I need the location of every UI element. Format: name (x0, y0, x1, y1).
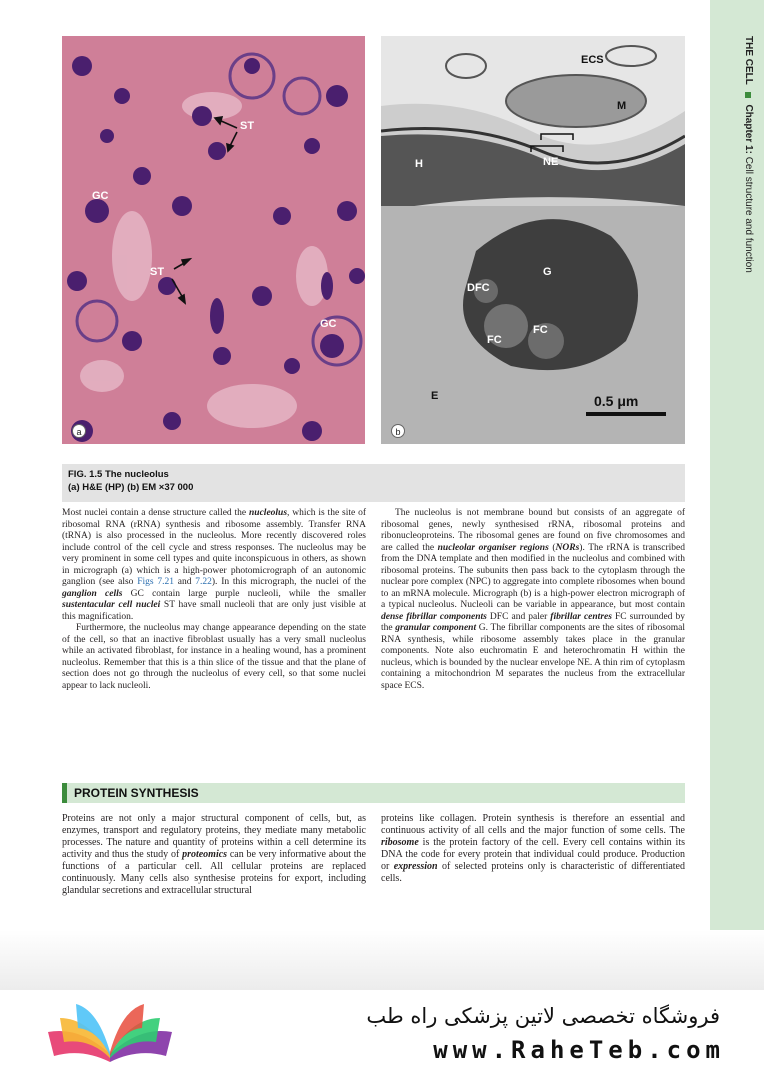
term-granular-component: granular component (395, 623, 477, 633)
term-ganglion-cells: ganglion cells (62, 588, 123, 599)
term-nucleolar-organiser-regions: nucleolar organiser regions (437, 542, 549, 553)
light-micrograph-image (62, 36, 365, 444)
label-gc-left: GC (92, 190, 109, 202)
text-run: ). In this micrograph, the nuclei of the (211, 577, 367, 587)
panel-letter-a: a (72, 424, 86, 438)
text-run: and (173, 577, 196, 587)
text-run: ( (548, 542, 556, 553)
text-run: G. The fibrillar components are the sites of ribosomal RNA synthesis, while ribosome assembly takes place in the granular components. Note also euchromatin E and heterochromatin H within the nucleus, which is bounded by the nuclear envelope NE. A thin rim of cytoplasm containing a mitochondrion M separates the nucleus from the extracellular space ECS. (381, 623, 685, 691)
paragraph (381, 813, 685, 885)
label-dfc: DFC (467, 282, 490, 294)
text-run: Most nuclei contain a dense structure called the (62, 508, 250, 518)
term-fibrillar-centres: fibrillar centres (550, 611, 612, 622)
section-accent (62, 783, 67, 803)
term-proteomics: proteomics (182, 849, 228, 860)
text-run: is the protein factory of the cell. Every cell contains within its DNA the code for every protein that individual could produce. Production or (381, 837, 685, 872)
label-gc-right: GC (320, 318, 337, 330)
text-run: The nucleolus is not membrane bound but consists of an aggregate of ribosomal genes, newly synthesised rRNA, ribosomal proteins and ribonucleoproteins. The ribosomal genes are found on five chromosomes and are called the (381, 508, 685, 553)
label-h: H (415, 158, 423, 170)
square-bullet-icon (745, 92, 751, 98)
figure-link-7-22[interactable]: 7.22 (195, 577, 212, 587)
panel-letter-b: b (391, 424, 405, 438)
text-run: GC contain large purple nucleoli, while the smaller (122, 588, 366, 599)
figure-link-7-21[interactable]: Figs 7.21 (137, 577, 174, 587)
store-footer-banner (0, 990, 764, 1080)
label-g: G (543, 266, 552, 278)
paragraph: Furthermore, the nucleolus may change appearance depending on the state of the cell, so that an inactive fibroblast usually has a very small nucleolus while an activated fibroblast, for instance in a healing wound, has a prominent nucleolus. Remember that this is a thin slice of the tissue and that the plane of section does not go through the nucleolus of every cell, so that some nuclei appear to lack nucleoli. (62, 623, 366, 691)
term-dense-fibrillar-components: dense fibrillar components (381, 611, 487, 622)
body-column-3 (62, 813, 366, 897)
label-ecs: ECS (581, 54, 604, 66)
paragraph (381, 508, 685, 692)
text-run: proteins like collagen. Protein synthesis is therefore an essential and continuous activity of all cells and the major function of some cells. The (381, 813, 685, 836)
text-run: FC surrounded by the (381, 611, 685, 633)
text-run: can be very informative about the functions of a particular cell. All cellular proteins are replaced continuously. Many cells also synthesise proteins for export, including glandular secretions and extracellular structural (62, 849, 366, 896)
paragraph (62, 813, 366, 897)
label-e: E (431, 390, 439, 402)
text-run: Proteins are not only a major structural component of cells, but, as enzymes, transport and regulatory proteins, they mediate many metabolic processes. The nature and quantity of proteins within a cell determine its activity and thus the study of (62, 813, 366, 860)
store-url[interactable]: www.RaheTeb.com (433, 1036, 725, 1064)
paragraph (62, 508, 366, 623)
term-nors: NORs (555, 542, 580, 553)
label-fc-right: FC (533, 324, 548, 336)
label-m: M (617, 100, 627, 112)
part-title: THE CELL (743, 36, 754, 85)
body-column-2 (381, 508, 685, 692)
text-run: of selected proteins only is characteristic of differentiated cells. (381, 861, 685, 884)
open-book-logo-icon (40, 996, 180, 1066)
micrograph-b (381, 36, 685, 444)
text-run: , which is the site of ribosomal RNA (rRNA) synthesis and ribosome assembly. Transfer RNA (tRNA) is also processed in the nucleolus. More recently discovered roles include control of the cell cycle and stress responses. The nucleolus may be very prominent in some cell types and quite inconspicuous in others, as shown in micrograph (a) which is a high-power photomicrograph of an autonomic ganglion (see also (62, 508, 367, 587)
section-title: PROTEIN SYNTHESIS (74, 786, 199, 800)
text-run: ). The rRNA is transcribed from the DNA template and then modified in the nucleolus and combined with ribosomal proteins. The subunits then pass back to the cytoplasm through the nuclear pore complex (NPC) to aggregate into complete ribosomes when bound to an mRNA molecule. Micrograph (b) is a high-power electron micrograph of a typical nucleolus. Nucleoli can be variable in appearance, but most contain (381, 542, 685, 610)
body-column-4 (381, 813, 685, 885)
figure-caption (62, 464, 685, 502)
label-st-lower: ST (150, 266, 165, 278)
term-ribosome: ribosome (381, 837, 419, 848)
term-sustentacular-cell-nuclei: sustentacular cell nuclei (62, 600, 161, 610)
term-nucleolus: nucleolus (249, 508, 288, 518)
term-expression: expression (393, 861, 438, 872)
body-column-1 (62, 508, 366, 692)
micrograph-a (62, 36, 365, 444)
scale-bar-label: 0.5 μm (594, 393, 639, 409)
footer-fade (0, 930, 764, 990)
label-st-upper: ST (240, 120, 255, 132)
caption-title: FIG. 1.5 The nucleolus (68, 469, 169, 480)
text-run: DFC and paler (486, 611, 551, 622)
section-heading-bar (62, 783, 685, 803)
label-fc-left: FC (487, 334, 502, 346)
store-name: فروشگاه تخصصی لاتین پزشکی راه طب (366, 1004, 720, 1028)
chapter-running-head (724, 36, 754, 456)
chapter-number: Chapter 1: (743, 104, 754, 154)
electron-micrograph-image (381, 36, 685, 444)
caption-subtitle: (a) H&E (HP) (b) EM ×37 000 (68, 482, 194, 493)
label-ne: NE (543, 156, 559, 168)
chapter-title: Cell structure and function (743, 156, 754, 273)
text-run: ST have small nucleoli that are only just visible at this magnification. (62, 600, 366, 622)
